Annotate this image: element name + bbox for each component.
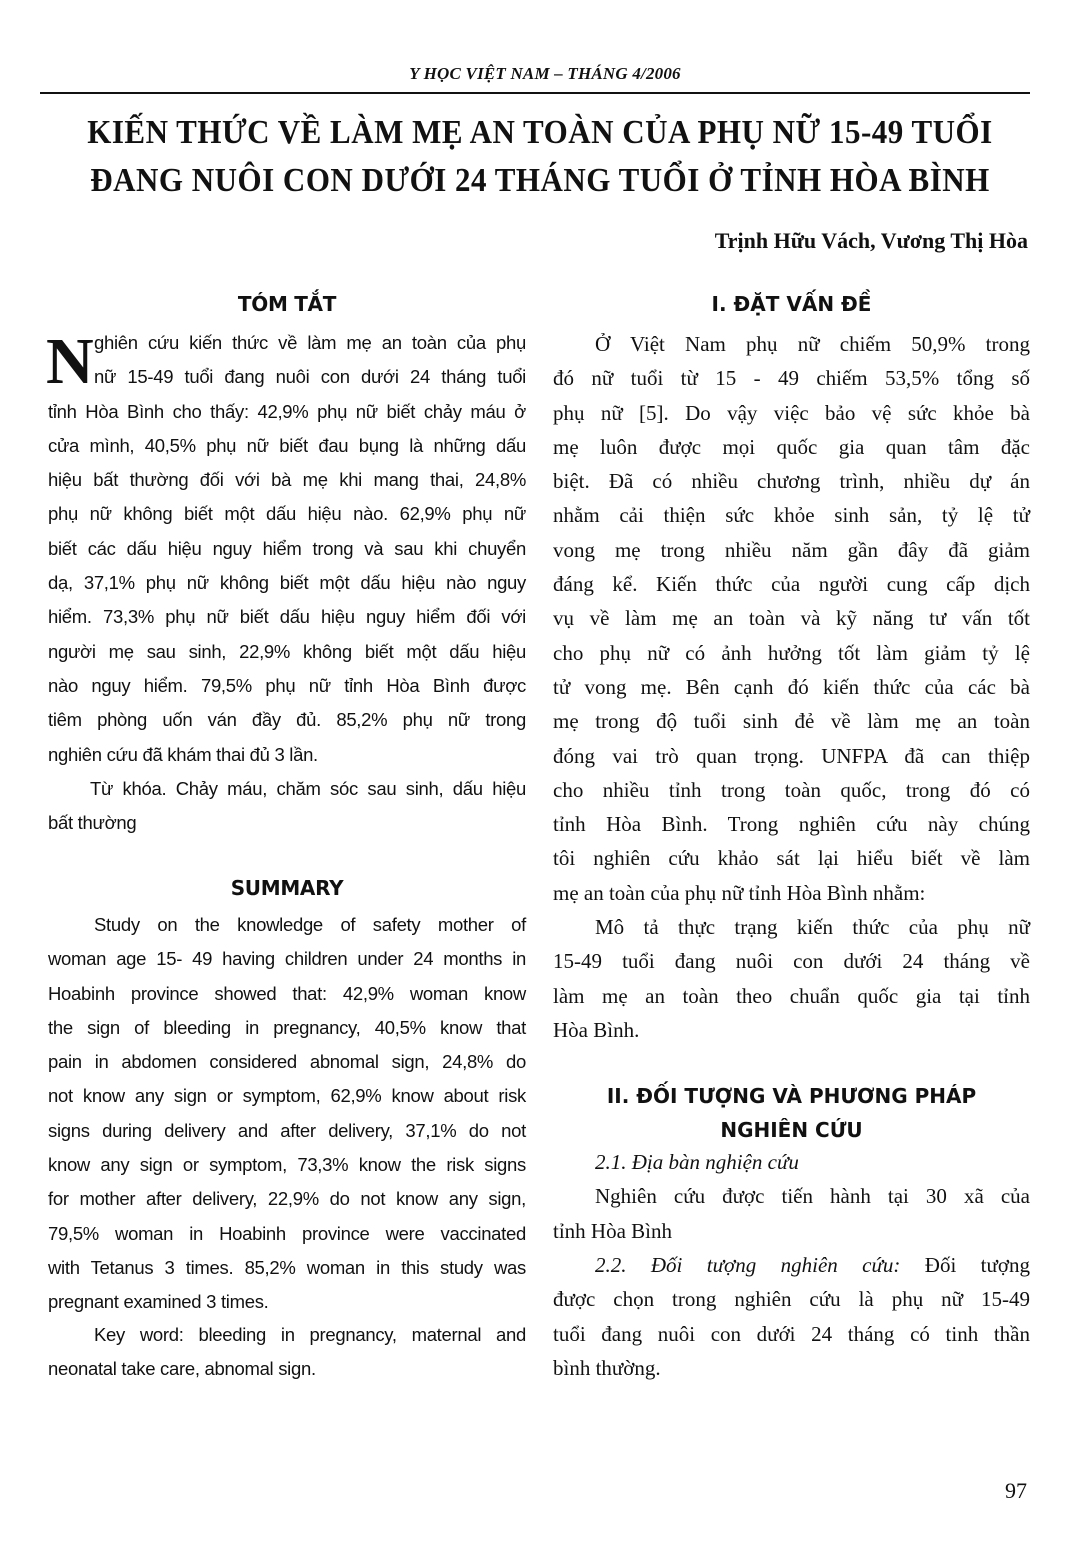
text-line: cho nhiều tỉnh trong toàn quốc, trong đó có xyxy=(553,777,1030,802)
text-line: bất thường xyxy=(48,812,137,834)
text-line: cửa mình, 40,5% phụ nữ biết đau bụng là những dấu xyxy=(48,434,526,456)
text-line: tiêm phòng uốn ván đầy đủ. 85,2% phụ nữ trong xyxy=(48,709,526,731)
section2-heading xyxy=(553,1079,1030,1147)
text-line: signs during delivery and after delivery, 37,1% do not xyxy=(48,1119,526,1141)
text-line: Hoabinh province showed that: 42,9% woman know xyxy=(48,982,526,1004)
text-line: know any sign or symptom, 73,3% know the risk signs xyxy=(48,1154,526,1176)
text-line: phụ nữ [5]. Do vậy việc bảo vệ sức khỏe bà xyxy=(553,400,1030,425)
text-line: Nghiên cứu được tiến hành tại 30 xã của xyxy=(595,1184,1030,1209)
subsection-2-2 xyxy=(553,1248,1030,1385)
text-line: tỉnh Hòa Bình. Trong nghiên cứu này chúng xyxy=(553,812,1030,837)
text-line: mẹ an toàn của phụ nữ tỉnh Hòa Bình nhằm: xyxy=(553,880,926,905)
journal-header: Y HỌC VIỆT NAM – THÁNG 4/2006 xyxy=(409,64,681,83)
subsection-title: 2.2. Đối tượng nghiên cứu: xyxy=(595,1253,901,1277)
abstract-vi xyxy=(48,326,526,772)
text-fragment: Đối tượng xyxy=(924,1253,1030,1277)
section1-paragraph xyxy=(553,910,1030,1047)
text-line: đóng vai trò quan trọng. UNFPA đã can thiệp xyxy=(553,743,1030,768)
heading-line: NGHIÊN CỨU xyxy=(720,1118,863,1142)
text-line: mẹ luôn được mọi quốc gia quan tâm đặc xyxy=(553,434,1030,459)
text-line: mẹ trong độ tuổi sinh đẻ về làm mẹ an toàn xyxy=(553,709,1030,734)
text-line: not know any sign or symptom, 62,9% know about risk xyxy=(48,1085,526,1107)
text-line xyxy=(553,1248,1030,1282)
title-line: ĐANG NUÔI CON DƯỚI 24 THÁNG TUỔI Ở TỈNH HÒA BÌNH xyxy=(90,160,990,199)
text-line: woman age 15- 49 having children under 24 months in xyxy=(48,948,526,970)
subsection-2-1 xyxy=(553,1145,1030,1248)
text-line: ghiên cứu kiến thức về làm mẹ an toàn của phụ xyxy=(94,332,526,353)
text-line: bình thường. xyxy=(553,1355,661,1380)
text-line: vong mẹ trong nhiều năm gần đây đã giảm xyxy=(553,537,1030,562)
text-line: Từ khóa. Chảy máu, chăm sóc sau sinh, dấu hiệu xyxy=(90,778,526,799)
subsection-title: 2.1. Địa bàn nghiện cứu xyxy=(595,1150,799,1174)
text-line: biết các dấu hiệu nguy hiểm trong và sau khi chuyển xyxy=(48,537,526,559)
text-line: nghiên cứu đã khám thai đủ 3 lần. xyxy=(48,743,318,765)
text-line: phụ nữ không biết một dấu hiệu nào. 62,9% phụ nữ xyxy=(48,503,526,525)
text-line: 15-49 tuổi đang nuôi con dưới 24 tháng về xyxy=(553,949,1030,974)
text-line: người mẹ sau sinh, 22,9% không biết một dấu hiệu xyxy=(48,640,526,662)
text-line: the sign of bleeding in pregnancy, 40,5% know that xyxy=(48,1016,526,1038)
page-number: 97 xyxy=(1005,1478,1027,1503)
text-line: pregnant examined 3 times. xyxy=(48,1291,269,1313)
keywords-vi xyxy=(48,772,526,841)
section1-paragraph xyxy=(553,327,1030,910)
text-line: vụ về làm mẹ an toàn và kỹ năng tư vấn tốt xyxy=(553,606,1030,631)
text-line: cho phụ nữ có ảnh hưởng tốt làm giảm tỷ lệ xyxy=(553,640,1030,665)
text-line: Hòa Bình. xyxy=(553,1017,640,1042)
text-line: Study on the knowledge of safety mother of xyxy=(94,914,526,935)
text-line: hiệu bất thường đối với bà mẹ khi mang thai, 24,8% xyxy=(48,469,526,491)
title-line: KIẾN THỨC VỀ LÀM MẸ AN TOÀN CỦA PHỤ NỮ 15-49 TUỔI xyxy=(87,112,993,151)
summary-body xyxy=(48,908,526,1320)
text-line: nào nguy hiểm. 79,5% phụ nữ tỉnh Hòa Bình được xyxy=(48,674,526,696)
summary-heading: SUMMARY xyxy=(230,876,344,900)
text-line: làm mẹ an toàn theo chuẩn quốc gia tại tỉnh xyxy=(553,983,1030,1008)
text-line: tuổi đang nuôi con dưới 24 tháng có tinh thần xyxy=(553,1321,1030,1346)
text-line: đó nữ tuổi từ 15 - 49 chiếm 53,5% tổng số xyxy=(553,366,1030,391)
text-line: tỉnh Hòa Bình cho thấy: 42,9% phụ nữ biết chảy máu ở xyxy=(48,400,526,422)
text-line: đáng kể. Kiến thức của người cung cấp dịch xyxy=(553,572,1030,597)
header-rule xyxy=(40,92,1030,94)
text-line: for mother after delivery, 22,9% do not know any sign, xyxy=(48,1188,526,1210)
text-line: Ở Việt Nam phụ nữ chiếm 50,9% trong xyxy=(595,332,1030,356)
keywords-en xyxy=(48,1318,526,1387)
authors: Trịnh Hữu Vách, Vương Thị Hòa xyxy=(714,228,1028,253)
section1-heading: I. ĐẶT VẤN ĐỀ xyxy=(711,292,872,316)
text-line: được chọn trong nghiên cứu là phụ nữ 15-49 xyxy=(553,1287,1030,1312)
text-line: nữ 15-49 tuổi đang nuôi con dưới 24 tháng tuổi xyxy=(94,366,526,388)
text-line: dạ, 37,1% phụ nữ không biết một dấu hiệu nào nguy xyxy=(48,572,526,594)
text-line: tôi nghiên cứu khảo sát lại hiểu biết về làm xyxy=(553,846,1030,871)
text-line: neonatal take care, abnomal sign. xyxy=(48,1358,316,1380)
abstract-heading: TÓM TẮT xyxy=(237,292,337,316)
text-line: biệt. Đã có nhiều chương trình, nhiều dự án xyxy=(553,469,1030,494)
text-line: 79,5% woman in Hoabinh province were vaccinated xyxy=(48,1222,526,1244)
text-line: tử vong mẹ. Bên cạnh đó kiến thức của các bà xyxy=(553,674,1030,699)
drop-cap: N xyxy=(46,325,94,398)
text-line: hiểm. 73,3% phụ nữ biết dấu hiệu nguy hiểm đối với xyxy=(48,606,526,628)
text-line: Mô tả thực trạng kiến thức của phụ nữ xyxy=(595,915,1030,939)
text-line: tỉnh Hòa Bình xyxy=(553,1218,672,1243)
text-line: Key word: bleeding in pregnancy, maternal and xyxy=(94,1324,526,1345)
heading-line: II. ĐỐI TƯỢNG VÀ PHƯƠNG PHÁP xyxy=(606,1084,977,1108)
text-line: pain in abdomen considered abnomal sign, 24,8% do xyxy=(48,1051,526,1073)
text-line: with Tetanus 3 times. 85,2% woman in this study was xyxy=(48,1256,526,1278)
text-line: nhằm cải thiện sức khỏe sinh sản, tỷ lệ tử xyxy=(553,503,1030,528)
article-title xyxy=(40,108,1040,205)
